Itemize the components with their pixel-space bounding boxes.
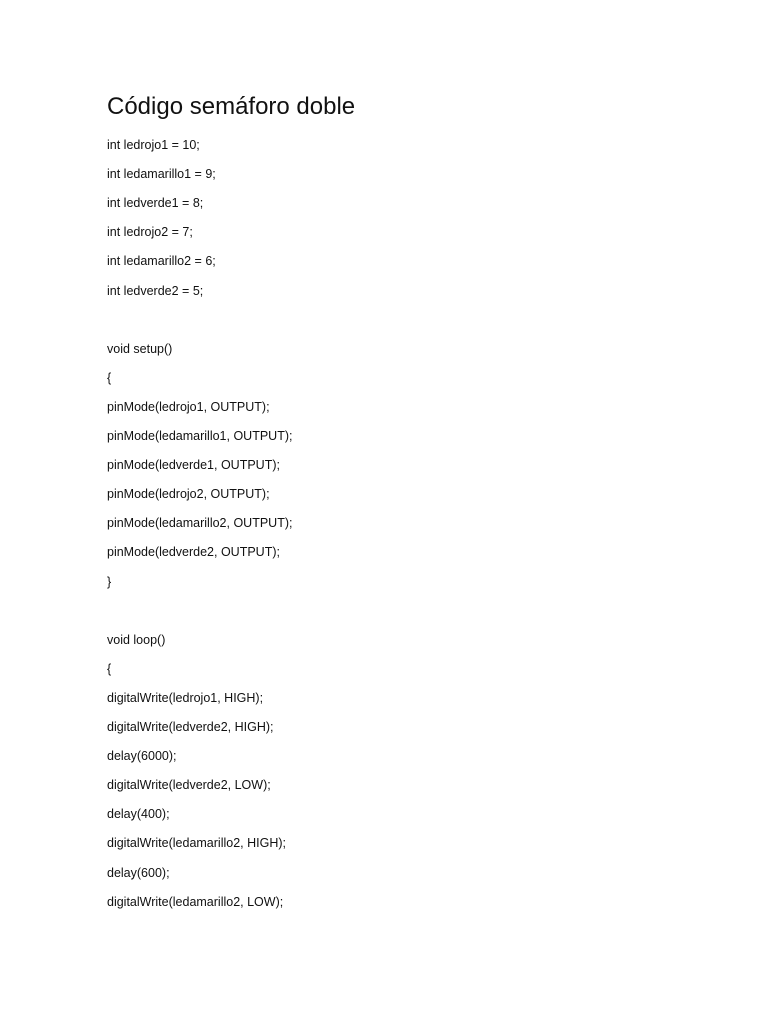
code-line: } xyxy=(107,574,112,589)
code-line: digitalWrite(ledamarillo2, HIGH); xyxy=(107,836,286,851)
code-line: pinMode(ledverde1, OUTPUT); xyxy=(107,458,280,473)
code-line: int ledrojo2 = 7; xyxy=(107,225,193,240)
code-line: delay(6000); xyxy=(107,749,177,764)
code-line: digitalWrite(ledverde2, LOW); xyxy=(107,778,271,793)
code-line: delay(400); xyxy=(107,807,170,822)
code-line: digitalWrite(ledverde2, HIGH); xyxy=(107,720,274,734)
code-line: digitalWrite(ledrojo1, HIGH); xyxy=(107,690,264,705)
code-line: int ledamarillo1 = 9; xyxy=(107,167,216,182)
code-line: int ledamarillo2 = 6; xyxy=(107,254,216,269)
code-line: int ledverde2 = 5; xyxy=(107,283,204,298)
code-line: pinMode(ledverde2, OUTPUT); xyxy=(107,545,280,560)
code-line: { xyxy=(107,370,112,385)
code-line: { xyxy=(107,661,112,676)
code-line: int ledverde1 = 8; xyxy=(107,196,204,211)
code-line: void setup() xyxy=(107,341,173,356)
code-line: digitalWrite(ledamarillo2, LOW); xyxy=(107,894,284,909)
code-line: pinMode(ledamarillo2, OUTPUT); xyxy=(107,516,293,531)
code-line: int ledrojo1 = 10; xyxy=(107,138,200,152)
document-title: Código semáforo doble xyxy=(107,93,356,120)
code-line: delay(600); xyxy=(107,865,170,880)
code-line: void loop() xyxy=(107,632,166,647)
code-line: pinMode(ledrojo2, OUTPUT); xyxy=(107,487,270,502)
code-line: pinMode(ledamarillo1, OUTPUT); xyxy=(107,429,293,443)
code-line: pinMode(ledrojo1, OUTPUT); xyxy=(107,399,270,414)
